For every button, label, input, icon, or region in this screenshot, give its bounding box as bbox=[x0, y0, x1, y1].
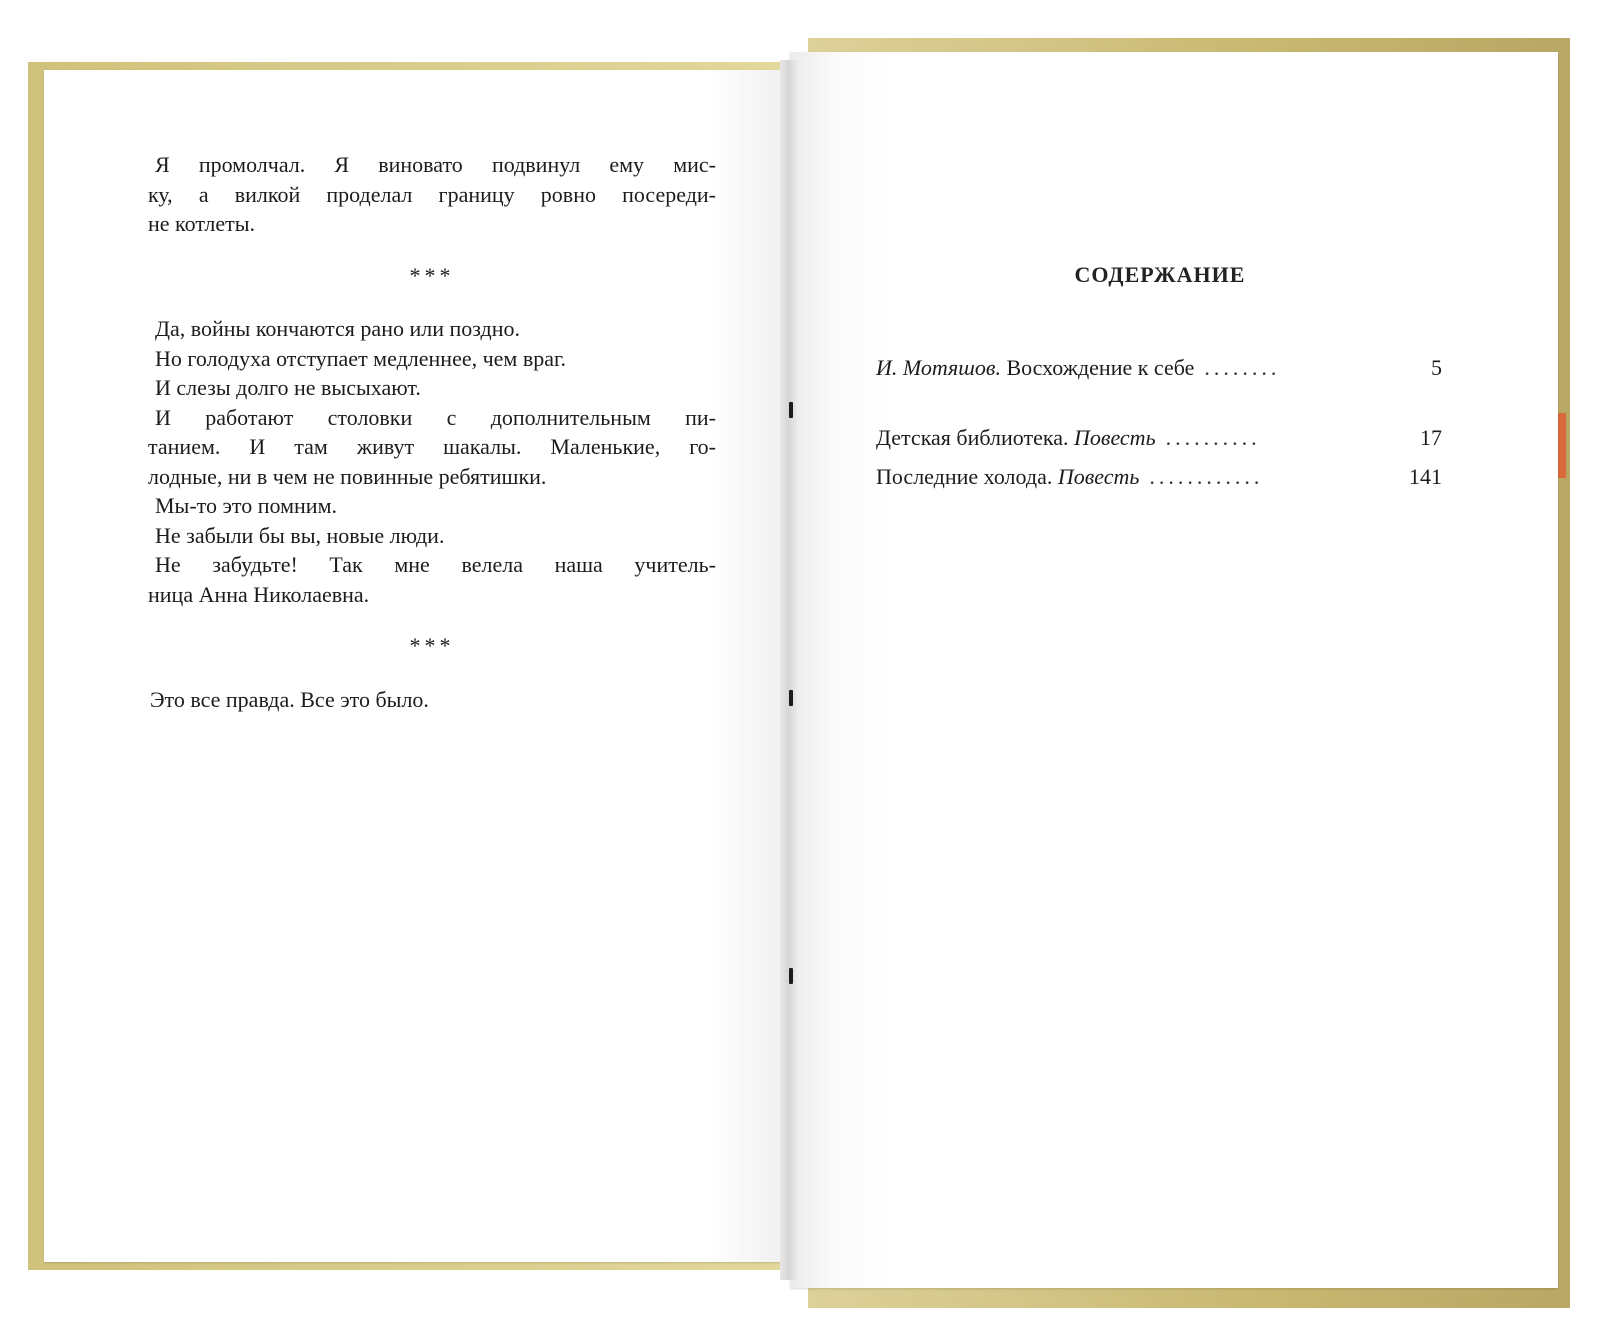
text-line: Я промолчал. Я виновато подвинул ему мис- bbox=[155, 152, 716, 177]
text-line: Не забудьте! Так мне велела наша учитель- bbox=[155, 552, 716, 577]
toc-title: СОДЕРЖАНИЕ bbox=[1074, 262, 1246, 287]
toc-page-number: 17 bbox=[1420, 425, 1442, 450]
toc-entry bbox=[876, 355, 1442, 385]
text-line: И слезы долго не высыхают. bbox=[155, 375, 421, 400]
left-page-text bbox=[148, 150, 716, 714]
toc-entry-title: Детская библиотека. bbox=[876, 425, 1069, 450]
section-separator: *** bbox=[409, 633, 455, 658]
book-gutter bbox=[780, 60, 798, 1280]
toc-entry-genre: Повесть bbox=[1057, 464, 1140, 489]
toc-leader-dots: .......... bbox=[1165, 425, 1261, 450]
text-line: Это все правда. Все это было. bbox=[150, 686, 429, 712]
toc-leader-dots: ........ bbox=[1204, 355, 1281, 380]
text-line: Не забыли бы вы, новые люди. bbox=[155, 522, 445, 548]
text-line: танием. И там живут шакалы. Маленькие, го- bbox=[148, 434, 716, 459]
toc-entry-label bbox=[876, 355, 1194, 381]
toc-entry-author: И. Мотяшов. bbox=[876, 355, 1001, 380]
text-line: И работают столовки с дополнительным пи- bbox=[155, 404, 716, 430]
binding-stitch bbox=[789, 690, 793, 706]
text-line: не котлеты. bbox=[148, 211, 256, 236]
cover-accent-stripe bbox=[1557, 413, 1566, 478]
text-line: ница Анна Николаевна. bbox=[148, 581, 370, 607]
toc-entry bbox=[876, 425, 1442, 455]
toc-page-number: 5 bbox=[1431, 355, 1442, 380]
text-line: ку, а вилкой проделал границу ровно посереди- bbox=[148, 181, 716, 207]
toc-entry-label bbox=[876, 464, 1139, 490]
text-line: Но голодуха отступает медленнее, чем враг. bbox=[155, 345, 567, 371]
text-line: Да, войны кончаются рано или поздно. bbox=[155, 316, 521, 341]
text-line: Мы-то это помним. bbox=[155, 493, 338, 518]
section-separator: *** bbox=[409, 262, 455, 288]
toc-leader-dots: ............ bbox=[1149, 464, 1264, 489]
right-page bbox=[790, 52, 1558, 1288]
paragraph-3 bbox=[148, 685, 716, 715]
paragraph-1 bbox=[148, 150, 716, 239]
toc-page-number: 141 bbox=[1409, 464, 1442, 489]
toc-entry-title: Последние холода. bbox=[876, 464, 1053, 489]
toc-entry-label bbox=[876, 425, 1156, 451]
toc-entry-genre: Повесть bbox=[1074, 425, 1156, 450]
binding-stitch bbox=[789, 402, 793, 418]
toc-entry bbox=[876, 464, 1442, 494]
text-line: лодные, ни в чем не повинные ребятишки. bbox=[148, 463, 547, 489]
binding-stitch bbox=[789, 968, 793, 984]
paragraph-2 bbox=[148, 314, 716, 609]
table-of-contents bbox=[876, 355, 1442, 494]
toc-entry-title: Восхождение к себе bbox=[1006, 355, 1195, 380]
